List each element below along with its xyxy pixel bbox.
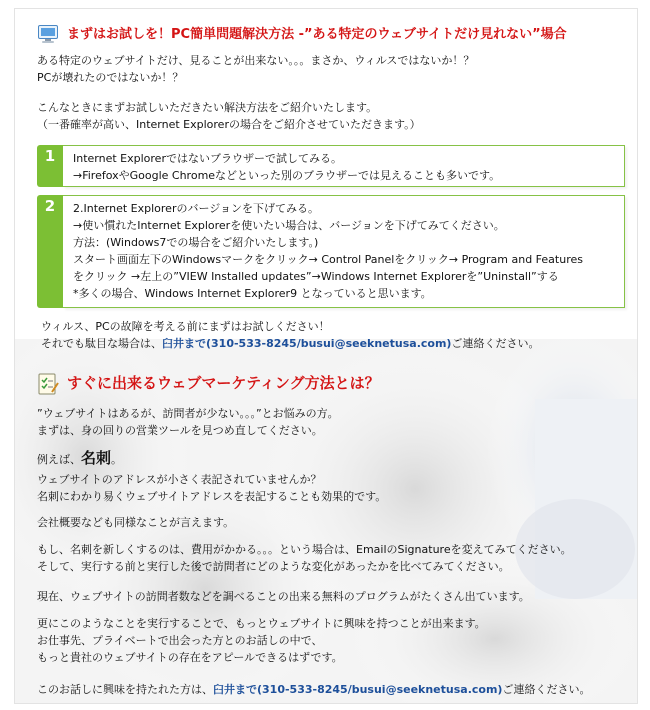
step-number-badge: 1 <box>37 145 63 187</box>
example-highlight: 名刺 <box>81 449 112 467</box>
step-content <box>63 195 625 308</box>
section1-title: まずはお試しを！PC簡単問題解決方法 -”ある特定のウェブサイトだけ見れない”場合 <box>67 26 567 42</box>
section2-title: すぐに出来るウェブマーケティング方法とは？ <box>67 373 380 392</box>
section2-paragraph-1 <box>37 405 339 439</box>
step-line: 2.Internet Explorerのバージョンを下げてみる。 <box>73 202 320 215</box>
step-line: スタート画面左下のWindowsマークをクリック→ Control Panelをクリック→ Program and Features <box>73 253 583 266</box>
text-line: もっと貴社のウェブサイトの存在をアピールできるはずです。 <box>37 651 343 664</box>
text-line: そして、実行する前と実行した後で訪問者にどのような変化があったかを比べてみてください。 <box>37 560 510 573</box>
text-line: 会社概要なども同様なことが言えます。 <box>37 516 235 529</box>
step-content <box>63 145 625 187</box>
text-line: ウェブサイトのアドレスが小さく表記されていませんか？ <box>37 473 322 486</box>
example-line <box>37 450 386 471</box>
text-line: 名刺にわかり易くウェブサイトアドレスを表記することも効果的です。 <box>37 490 387 503</box>
section2-paragraph-5 <box>37 588 530 605</box>
content-frame <box>14 8 638 704</box>
step-line: →FirefoxやGoogle Chromeなどといった別のブラウザーでは見えることも多いです。 <box>73 169 501 182</box>
step-1 <box>37 145 625 187</box>
section2-paragraph-4 <box>37 541 572 575</box>
text-line: お仕事先、プライベートで出会った方とのお話しの中で、 <box>37 634 323 647</box>
text-line: ”ウェブサイトはあるが、訪問者が少ない。。。”とお悩みの方。 <box>37 407 339 420</box>
step-line: 方法：(Windows7での場合をご紹介いたします。) <box>73 236 319 249</box>
closing-text: ご連絡ください。 <box>451 337 540 350</box>
step-line: *多くの場合、Windows Internet Explorer9 となっていると思います。 <box>73 287 432 300</box>
section2-paragraph-6 <box>37 615 486 666</box>
contact-link[interactable]: 臼井まで(310-533-8245/busui@seeknetusa.com) <box>213 683 503 696</box>
section1-header <box>37 23 567 45</box>
closing-text: それでも駄目な場合は、 <box>41 337 162 350</box>
text-line: もし、名刺を新しくするのは、費用がかかる。。。という場合は、EmailのSignatureを変えてみてください。 <box>37 543 572 556</box>
section2-paragraph-3 <box>37 514 234 531</box>
text-line: 現在、ウェブサイトの訪問者数などを調べることの出来る無料のプログラムがたくさん出ています。 <box>37 590 530 603</box>
step-number-badge: 2 <box>37 195 63 308</box>
text-line: 更にこのようなことを実行することで、もっとウェブサイトに興味を持つことが出来ます。 <box>37 617 486 630</box>
section1-closing <box>41 318 539 352</box>
intro-line: PCが壊れたのではないか！？ <box>37 71 184 84</box>
closing-text: このお話しに興味を持たれた方は、 <box>37 683 213 696</box>
closing-contact-line <box>37 681 590 698</box>
closing-text: ご連絡ください。 <box>502 683 591 696</box>
section1-intro <box>37 52 474 86</box>
lead-line: （一番確率が高い、Internet Explorerの場合をご紹介させていただきます。） <box>37 118 421 131</box>
step-line: →使い慣れたInternet Explorerを使いたい場合は、バージョンを下げてみてください。 <box>73 219 505 232</box>
memo-checklist-icon <box>37 372 59 394</box>
section2-example <box>37 450 386 505</box>
section2-header <box>37 372 380 394</box>
closing-contact-line <box>41 335 539 352</box>
section2-closing <box>37 681 590 698</box>
step-2 <box>37 195 625 308</box>
text-line: まずは、身の回りの営業ツールを見つめ直してください。 <box>37 424 323 437</box>
step-line: をクリック →左上の”VIEW Installed updates”→Windows Internet Explorerを”Uninstall”する <box>73 270 559 283</box>
lead-line: こんなときにまずお試しいただきたい解決方法をご紹介いたします。 <box>37 101 378 114</box>
computer-monitor-icon <box>37 23 59 45</box>
example-text: 例えば、 <box>37 453 81 466</box>
step-line: Internet Explorerではないブラウザーで試してみる。 <box>73 152 342 165</box>
contact-link[interactable]: 臼井まで(310-533-8245/busui@seeknetusa.com) <box>162 337 452 350</box>
closing-line: ウィルス、PCの故障を考える前にまずはお試しください！ <box>41 320 330 333</box>
section1-lead <box>37 99 421 133</box>
example-text: 。 <box>111 453 123 466</box>
intro-line: ある特定のウェブサイトだけ、見ることが出来ない。。。まさか、ウィルスではないか！？ <box>37 54 475 67</box>
